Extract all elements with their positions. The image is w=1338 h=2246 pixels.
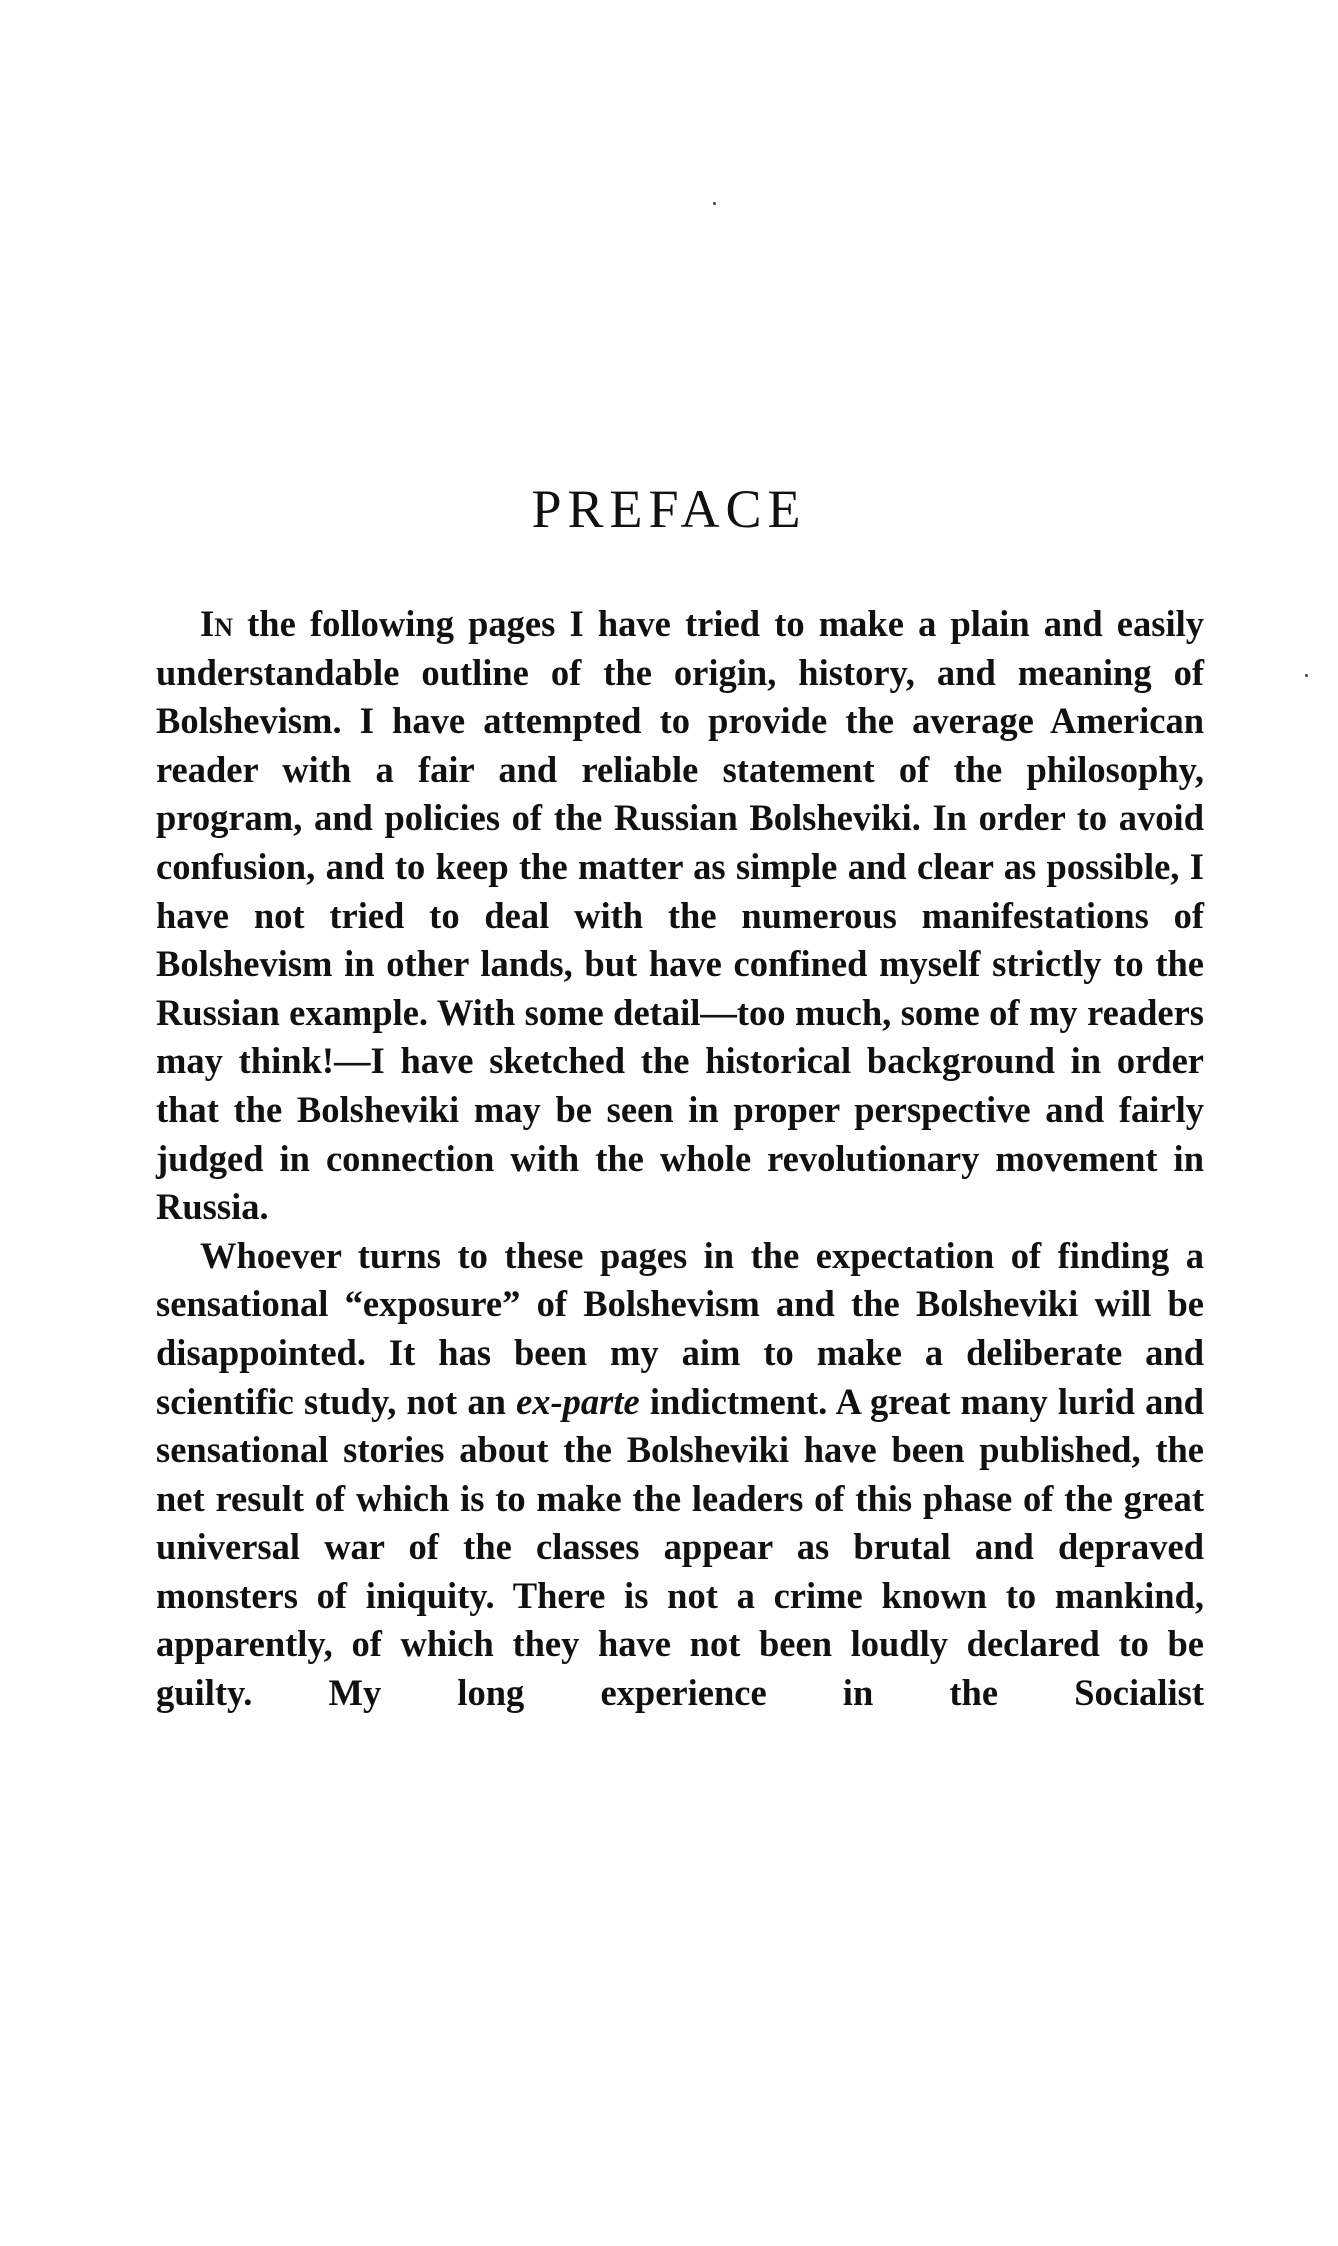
paragraph-2-text-start: Whoever turns to these pages in the expectation of finding a sensational “exposure” of Bolshevism and the Bolsheviki will be disappointed. It has been my aim to make a deliberate and scientific study, not an: [156, 1234, 1204, 1422]
paragraph-2-text-end: indictment. A great many lurid and sensational stories about the Bolsheviki have been published, the net result of which is to make the leaders of this phase of the great universal war of the classes appear as brutal and depraved monsters of iniquity. There is not a crime known to mankind, apparently, of which they have not been loudly declared to be guilty. My long experience in the Socialist: [156, 1380, 1204, 1714]
italic-term: ex-parte: [516, 1380, 640, 1422]
paragraph-2: [156, 1232, 1204, 1718]
paragraph-1: [156, 600, 1204, 1232]
print-speck: [713, 202, 716, 205]
preface-body: [156, 600, 1204, 1718]
paragraph-1-text: the following pages I have tried to make a plain and easily understandable outline of the origin, history, and meaning of Bolshevism. I have attempted to provide the average American reader with a fair and reliable statement of the philosophy, program, and policies of the Russian Bolsheviki. In order to avoid confusion, and to keep the matter as simple and clear as possible, I have not tried to deal with the numerous manifestations of Bolshevism in other lands, but have confined myself strictly to the Russian example. With some detail—too much, some of my readers may think!—I have sketched the historical background in order that the Bolsheviki may be seen in proper perspective and fairly judged in connection with the whole revolutionary movement in Russia.: [156, 603, 1204, 1228]
page-title: PREFACE: [531, 479, 807, 539]
print-speck: [1305, 674, 1308, 677]
drop-lead-word: In: [200, 603, 233, 644]
